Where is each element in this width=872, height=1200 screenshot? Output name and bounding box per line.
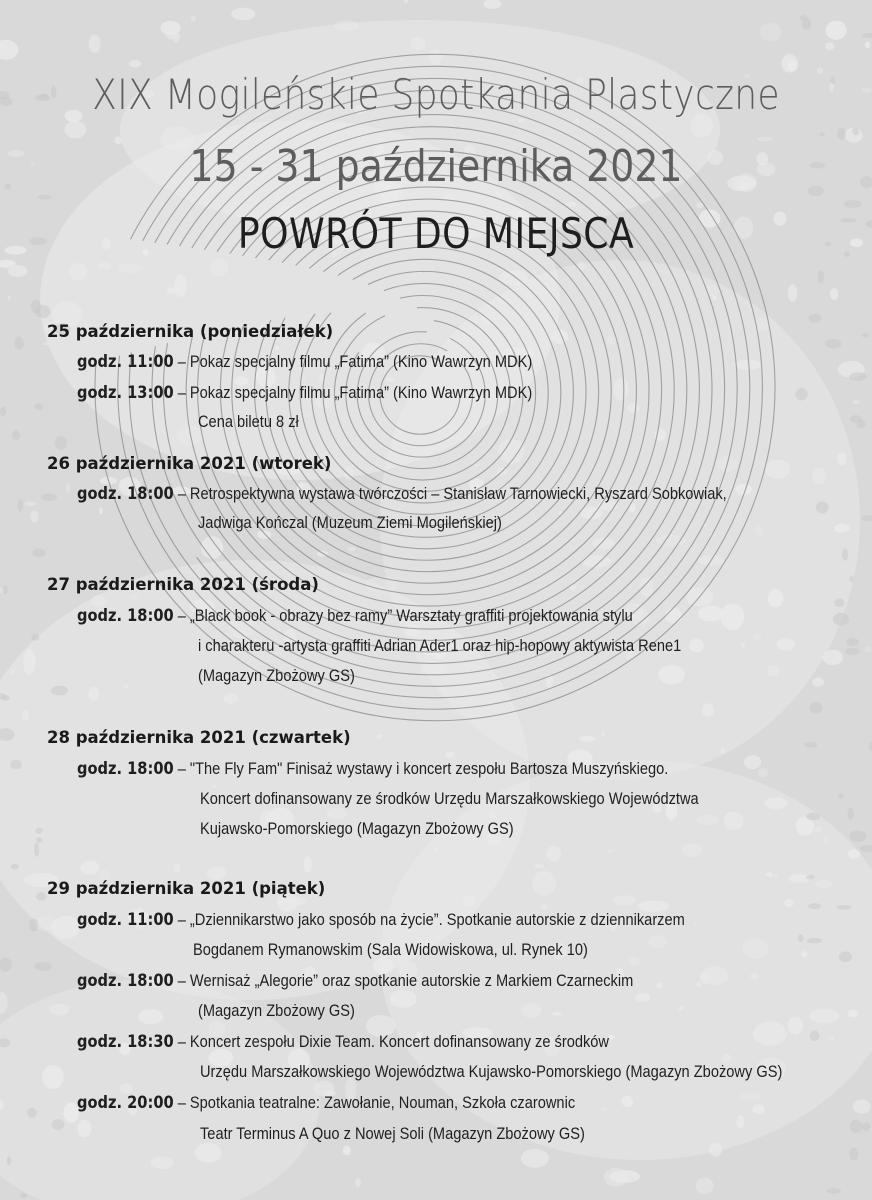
- event-item: [77, 910, 685, 930]
- event-description-continued: Urzędu Marszałkowskiego Województwa Kujawsko-Pomorskiego (Magazyn Zbożowy GS): [200, 1062, 783, 1081]
- event-item: [77, 606, 633, 626]
- event-time: godz. 18:00: [77, 484, 174, 504]
- event-description: Pokaz specjalny filmu „Fatima” (Kino Wawrzyn MDK): [189, 352, 533, 371]
- event-item: [77, 759, 668, 779]
- event-description-continued: Bogdanem Rymanowskim (Sala Widowiskowa, ul. Rynek 10): [193, 940, 588, 959]
- event-description: Retrospektywna wystawa twórczości – Stanisław Tarnowiecki, Ryszard Sobkowiak,: [189, 484, 727, 503]
- event-description-continued: (Magazyn Zbożowy GS): [198, 1001, 355, 1020]
- event-time: godz. 13:00: [77, 383, 174, 403]
- event-description-continued: Kujawsko-Pomorskiego (Magazyn Zbożowy GS): [200, 819, 514, 838]
- event-time: godz. 18:00: [77, 971, 174, 991]
- event-description: „Black book - obrazy bez ramy” Warsztaty graffiti projektowania stylu: [189, 606, 633, 625]
- event-time: godz. 18:00: [77, 759, 174, 779]
- festival-theme: POWRÓT DO MIEJSCA: [237, 209, 635, 258]
- event-description: „Dziennikarstwo jako sposób na życie”. Spotkanie autorskie z dziennikarzem: [189, 910, 685, 929]
- event-description-continued: Teatr Terminus A Quo z Nowej Soli (Magazyn Zbożowy GS): [200, 1124, 585, 1143]
- event-description: Wernisaż „Alegorie” oraz spotkanie autorskie z Markiem Czarneckim: [189, 971, 634, 990]
- day-heading: 25 października (poniedziałek): [47, 322, 334, 341]
- event-description-continued: Cena biletu 8 zł: [198, 412, 299, 431]
- event-description: Koncert zespołu Dixie Team. Koncert dofinansowany ze środków: [189, 1032, 609, 1051]
- day-heading: 28 października 2021 (czwartek): [47, 728, 351, 747]
- event-time: godz. 18:30: [77, 1032, 174, 1052]
- day-heading: 27 października 2021 (środa): [47, 575, 319, 594]
- festival-dates: 15 - 31 października 2021: [189, 141, 683, 192]
- event-item: [77, 484, 727, 504]
- event-description-continued: i charakteru -artysta graffiti Adrian Ader1 oraz hip-hopowy aktywista Rene1: [198, 636, 682, 655]
- event-item: [77, 352, 532, 372]
- event-description-continued: (Magazyn Zbożowy GS): [198, 666, 355, 685]
- event-separator: –: [173, 1032, 190, 1051]
- day-heading: 26 października 2021 (wtorek): [47, 454, 332, 473]
- event-separator: –: [173, 383, 190, 402]
- event-separator: –: [173, 484, 190, 503]
- event-description: Pokaz specjalny filmu „Fatima” (Kino Wawrzyn MDK): [189, 383, 533, 402]
- event-item: [77, 1032, 609, 1052]
- event-separator: –: [173, 910, 190, 929]
- event-separator: –: [173, 1093, 190, 1112]
- event-separator: –: [173, 759, 190, 778]
- event-description: "The Fly Fam" Finisaż wystawy i koncert zespołu Bartosza Muszyńskiego.: [189, 759, 669, 778]
- festival-title: XIX Mogileńskie Spotkania Plastyczne: [92, 70, 780, 119]
- event-time: godz. 20:00: [77, 1093, 174, 1113]
- event-time: godz. 11:00: [77, 910, 174, 930]
- event-item: [77, 1093, 575, 1113]
- event-separator: –: [173, 971, 190, 990]
- event-description-continued: Jadwiga Kończal (Muzeum Ziemi Mogileńskiej): [198, 513, 502, 532]
- event-description: Spotkania teatralne: Zawołanie, Nouman, Szkoła czarownic: [189, 1093, 576, 1112]
- event-item: [77, 971, 633, 991]
- event-description-continued: Koncert dofinansowany ze środków Urzędu Marszałkowskiego Województwa: [200, 789, 699, 808]
- event-separator: –: [173, 606, 190, 625]
- day-heading: 29 października 2021 (piątek): [47, 879, 326, 898]
- event-separator: –: [173, 352, 190, 371]
- event-time: godz. 18:00: [77, 606, 174, 626]
- event-time: godz. 11:00: [77, 352, 174, 372]
- event-item: [77, 383, 532, 403]
